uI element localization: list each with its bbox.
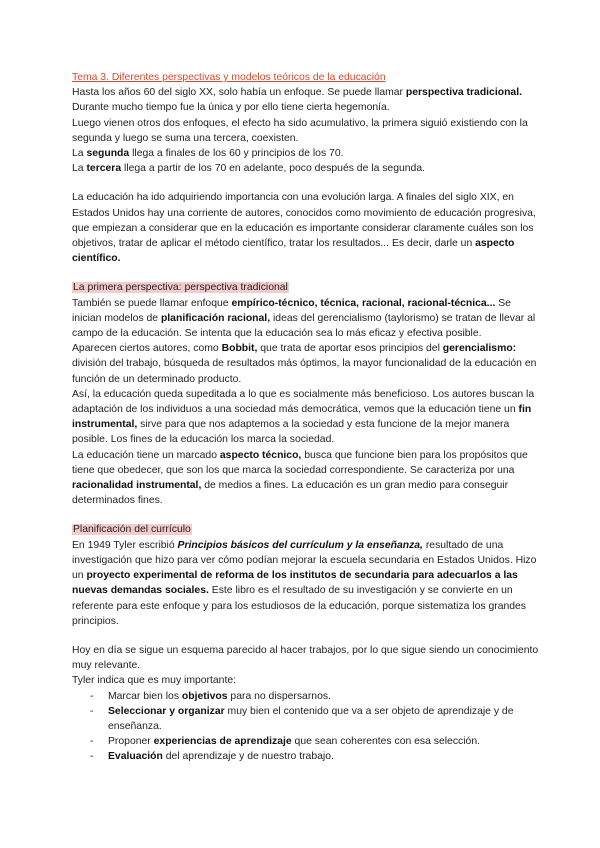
intro-paragraph-5: La educación ha ido adquiriendo importancia con una evolución larga. A finales del siglo XIX, en Estados Unidos hay una corriente de autores, conocidos como movimiento de educación progresiva, que empiezan a considerar que en la educación es importante considerar claramente cuáles son los objetivos, tratar de aplicar el método científico, tratar los resultados... Es decir, darle un aspecto científico. [72, 192, 536, 265]
list-item: - Seleccionar y organizar muy bien el contenido que va a ser objeto de aprendizaje y de enseñanza. [72, 704, 540, 734]
list-item: - Marcar bien los objetivos para no dispersarnos. [72, 689, 540, 704]
document-title: Tema 3. Diferentes perspectivas y modelos teóricos de la educación [72, 72, 386, 83]
section1-paragraph-1: También se puede llamar enfoque empírico-técnico, técnica, racional, racional-técnica... Se inician modelos de planificación racional, ideas del gerencialismo (taylorismo) se tratan de llevar al campo de la educación. Se intenta que la educación sea lo más eficaz y efectiva posible. [72, 297, 536, 340]
section1-paragraph-2: Aparecen ciertos autores, como Bobbit, que trata de aportar esos principios del gerencialismo: división del trabajo, búsqueda de resultados más óptimos, la mayor funcionalidad de la educación en función de un determinado producto. [72, 343, 537, 385]
tyler-principles-list [72, 689, 540, 765]
section1-paragraph-4: La educación tiene un marcado aspecto técnico, busca que funcione bien para los propósitos que tiene que obedecer, que son los que marca la sociedad correspondiente. Se caracteriza por una racionalidad instrumental, de medios a fines. La educación es un gran medio para conseguir determinados fines. [72, 449, 528, 507]
section1-heading: La primera perspectiva: perspectiva tradicional [73, 282, 288, 294]
section2-paragraph-2: Hoy en día se sigue un esquema parecido al hacer trabajos, por lo que sigue siendo un conocimiento muy relevante. [72, 644, 539, 672]
intro-paragraph-3: La segunda llega a finales de los 60 y principios de los 70. [72, 148, 344, 160]
section2-paragraph-3: Tyler indica que es muy importante: [72, 675, 237, 687]
section1-paragraph-3: Así, la educación queda supeditada a lo que es socialmente más beneficioso. Los autores buscan la adaptación de los individuos a una sociedad más democrática, vemos que la educación tiene un fin instrumental, sirve para que nos adaptemos a la sociedad y esta funcione de la mejor manera posible. Los fines de la educación los marca la sociedad. [72, 388, 535, 446]
intro-paragraph-4: La tercera llega a partir de los 70 en adelante, poco después de la segunda. [72, 163, 425, 175]
intro-paragraph-2: Luego vienen otros dos enfoques, el efecto ha sido acumulativo, la primera siguió existiendo con la segunda y luego se suma una tercera, coexisten. [72, 117, 528, 144]
intro-paragraph-1: Hasta los años 60 del siglo XX, solo había un enfoque. Se puede llamar perspectiva tradicional. Durante mucho tiempo fue la única y por ello tiene cierta hegemonía. [72, 87, 522, 114]
list-item: - Proponer experiencias de aprendizaje que sean coherentes con esa selección. [72, 734, 540, 749]
section2-paragraph-1: En 1949 Tyler escribió Principios básicos del currículum y la enseñanza, resultado de una investigación que hizo para ver cómo podían mejorar la escuela secundaria en Estados Unidos. Hizo un proyecto experimental de reforma de los institutos de secundaria para adecuarlos a las nuevas demandas sociales. Este libro es el resultado de su investigación y se convierte en un referente para este enfoque y para los estudiosos de la educación, porque sistematiza los grandes principios. [72, 539, 537, 627]
section2-heading: Planificación del currículo [73, 524, 191, 536]
list-item: - Evaluación del aprendizaje y de nuestro trabajo. [72, 749, 540, 764]
